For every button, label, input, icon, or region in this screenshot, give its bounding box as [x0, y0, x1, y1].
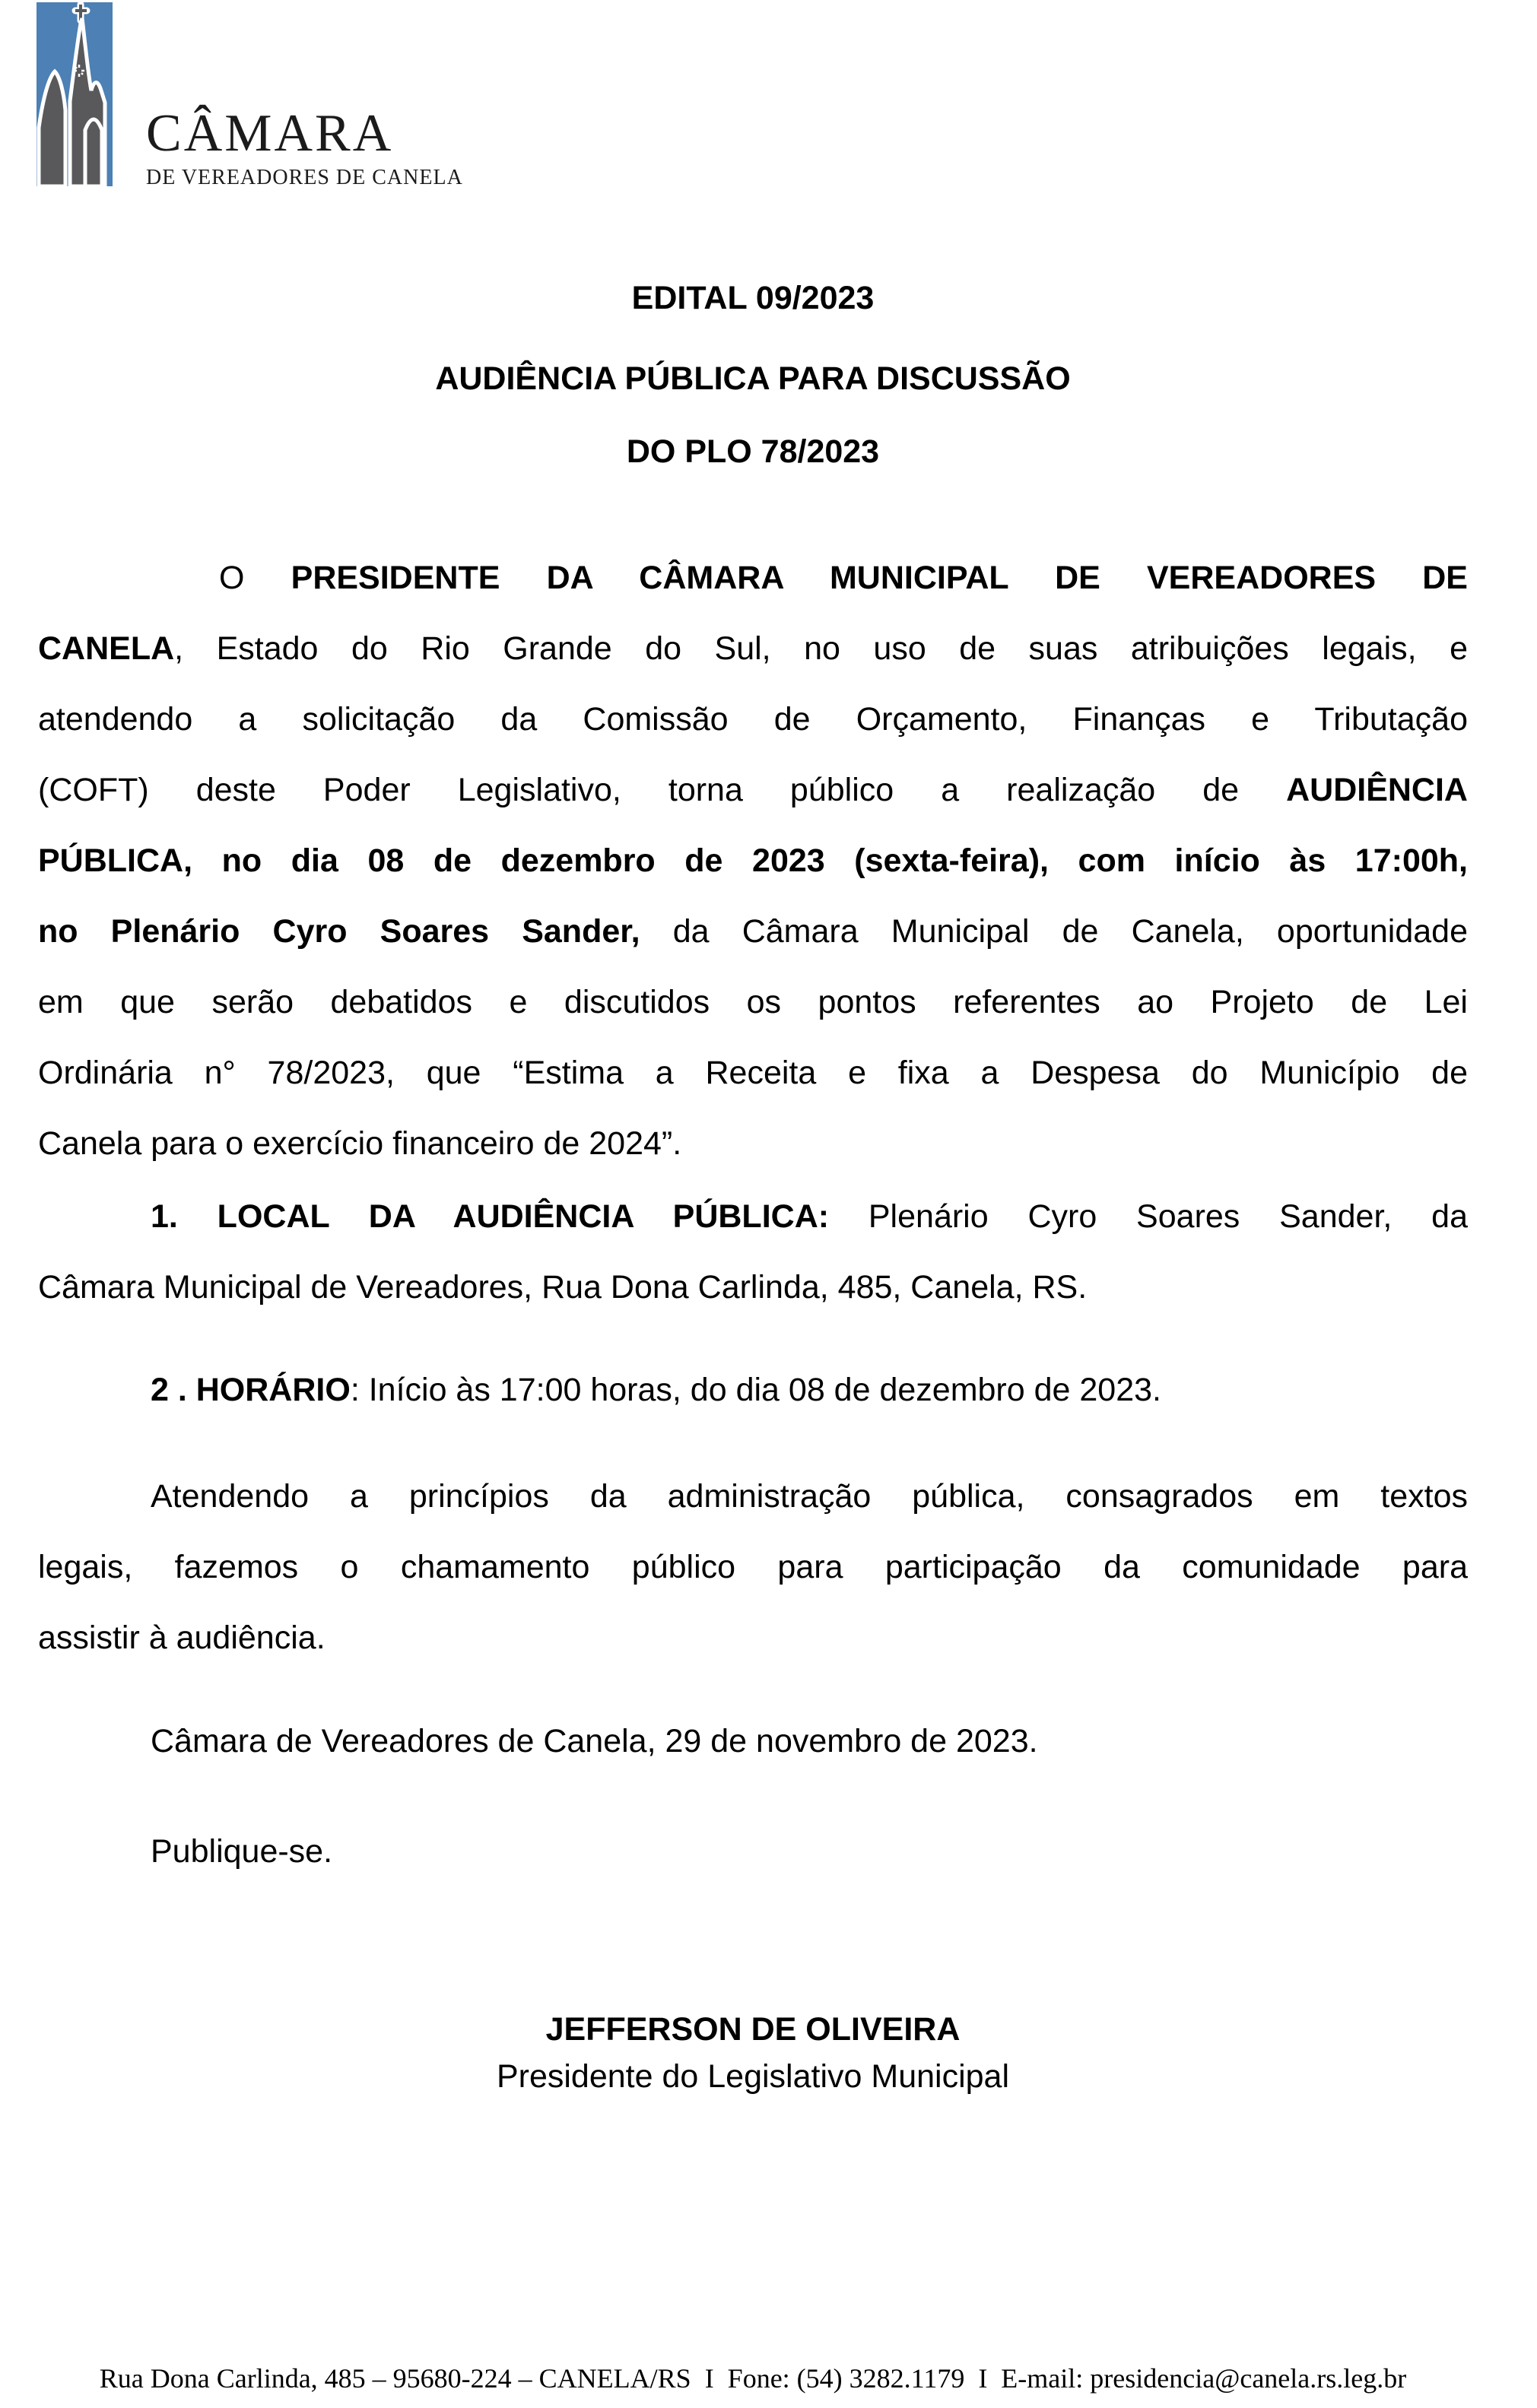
text-run: no Plenário Cyro Soares Sander,	[38, 913, 640, 950]
paragraph-line	[38, 1532, 1468, 1603]
paragraph-data-local	[38, 1706, 1468, 1777]
text-run: atendendo a solicitação da Comissão de Orçamento, Finanças e Tributação	[38, 701, 1468, 738]
paragraph-line	[38, 1461, 1468, 1532]
text-run: Publique-se.	[151, 1833, 333, 1870]
paragraph-line	[38, 1252, 1468, 1323]
camara-logo	[37, 2, 463, 189]
text-run: Canela para o exercício financeiro de 2024”.	[38, 1125, 682, 1162]
text-run: legais, fazemos o chamamento público para participação da comunidade para	[38, 1549, 1468, 1585]
text-run: CANELA	[38, 630, 175, 667]
text-run: PÚBLICA, no dia 08 de dezembro de 2023 (sexta-feira), com início às 17:00h,	[38, 842, 1468, 879]
paragraph-line	[38, 1182, 1468, 1252]
paragraph-line	[38, 1109, 1468, 1179]
paragraph-line	[38, 684, 1468, 755]
paragraph-line	[38, 826, 1468, 896]
text-run: , Estado do Rio Grande do Sul, no uso de suas atribuições legais, e	[174, 630, 1468, 667]
text-run: Plenário Cyro Soares Sander, da	[829, 1198, 1468, 1235]
text-run: PRESIDENTE DA CÂMARA MUNICIPAL DE VEREADORES DE	[291, 560, 1468, 596]
text-run: Câmara Municipal de Vereadores, Rua Dona Carlinda, 485, Canela, RS.	[38, 1269, 1088, 1306]
text-run: : Início às 17:00 horas, do dia 08 de dezembro de 2023.	[350, 1372, 1161, 1408]
text-run: da Câmara Municipal de Canela, oportunidade	[640, 913, 1468, 950]
paragraph-line	[38, 1355, 1468, 1426]
text-run: em que serão debatidos e discutidos os pontos referentes ao Projeto de Lei	[38, 984, 1468, 1020]
paragraph-line	[38, 1706, 1468, 1777]
paragraph-horario	[38, 1355, 1468, 1426]
text-run: AUDIÊNCIA	[1286, 772, 1468, 808]
plo-title: DO PLO 78/2023	[626, 433, 880, 470]
paragraph-line	[38, 967, 1468, 1038]
paragraph-line	[38, 1038, 1468, 1109]
logo-subtitle: DE VEREADORES DE CANELA	[146, 166, 463, 189]
paragraph-line	[38, 755, 1468, 826]
text-run: Ordinária n° 78/2023, que “Estima a Receita e fixa a Despesa do Município de	[38, 1055, 1468, 1091]
text-run: assistir à audiência.	[38, 1620, 326, 1656]
paragraph-line	[38, 543, 1468, 614]
signature-block	[38, 2006, 1468, 2100]
text-run: (COFT) deste Poder Legislativo, torna público a realização de	[38, 772, 1287, 808]
edital-title: EDITAL 09/2023	[631, 280, 875, 316]
text-run: O	[219, 560, 291, 596]
church-spire-icon	[37, 2, 113, 186]
logo-title: CÂMARA	[146, 104, 394, 163]
paragraph-line	[38, 1816, 1468, 1887]
text-run: 1. LOCAL DA AUDIÊNCIA PÚBLICA:	[151, 1198, 830, 1235]
paragraph-presidente	[38, 543, 1468, 1179]
paragraph-line	[38, 614, 1468, 684]
audiencia-title: AUDIÊNCIA PÚBLICA PARA DISCUSSÃO	[435, 360, 1071, 397]
signature-role: Presidente do Legislativo Municipal	[496, 2058, 1010, 2095]
text-run: Câmara de Vereadores de Canela, 29 de novembro de 2023.	[151, 1723, 1038, 1759]
signature-name: JEFFERSON DE OLIVEIRA	[545, 2011, 961, 2048]
text-run: Atendendo a princípios da administração pública, consagrados em textos	[151, 1478, 1468, 1515]
paragraph-line	[38, 1603, 1468, 1674]
paragraph-atendendo	[38, 1461, 1468, 1674]
paragraph-publique-se	[38, 1816, 1468, 1887]
paragraph-line	[38, 896, 1468, 967]
footer-address: Rua Dona Carlinda, 485 – 95680-224 – CANELA/RS I Fone: (54) 3282.1179 I E-mail: presidencia@canela.rs.leg.br	[99, 2363, 1407, 2394]
paragraph-local-audiencia	[38, 1182, 1468, 1323]
logo-text	[146, 2, 463, 189]
text-run: 2 . HORÁRIO	[151, 1372, 351, 1408]
